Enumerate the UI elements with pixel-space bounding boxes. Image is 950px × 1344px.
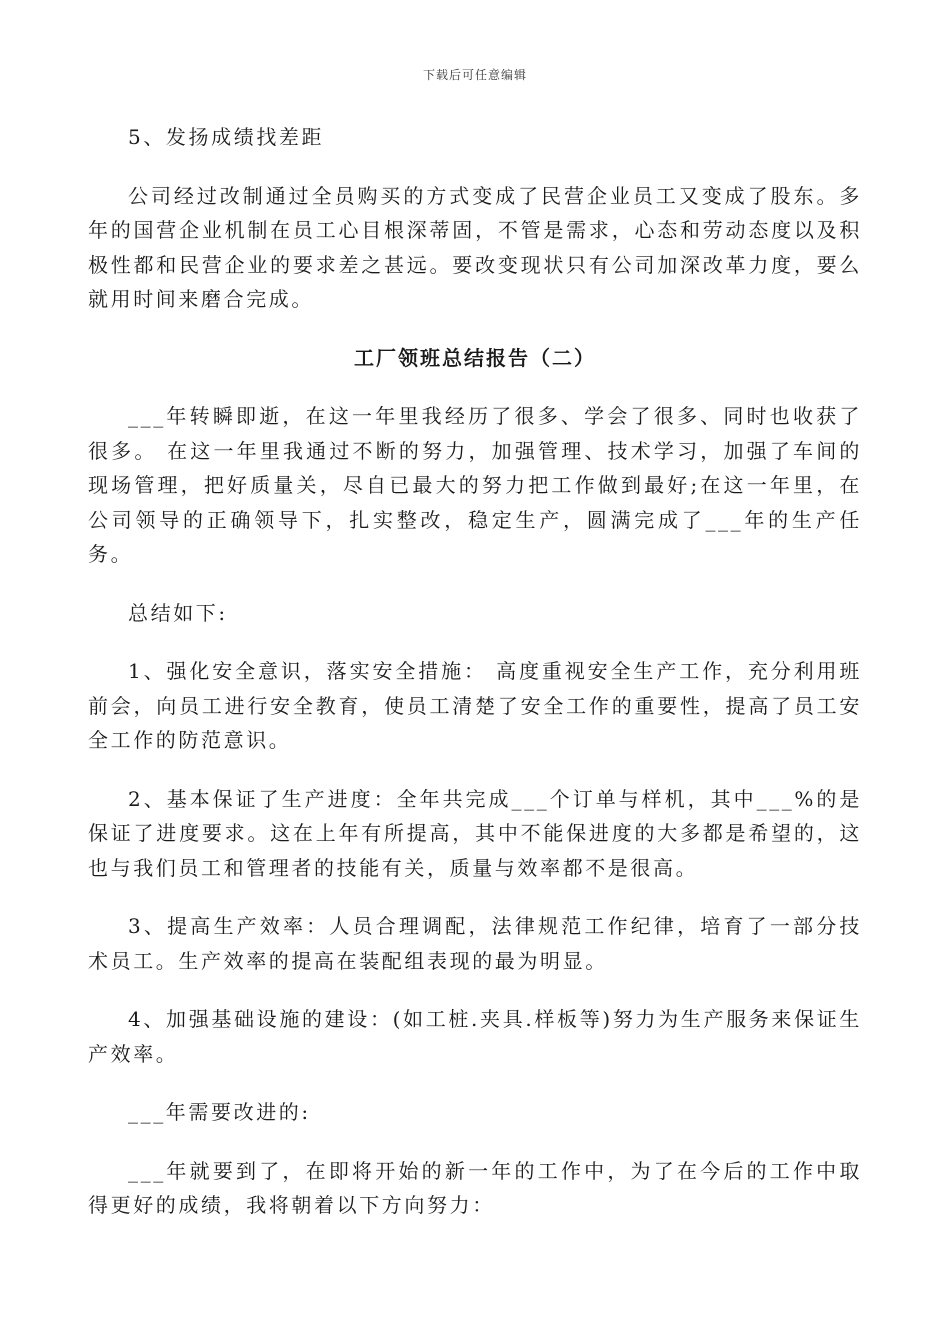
paragraph: 公司经过改制通过全员购买的方式变成了民营企业员工又变成了股东。多年的国营企业机制在员工心目根深蒂固，不管是需求，心态和劳动态度以及积极性都和民营企业的要求差之甚远。要改变现状只有公司加深改革力度，要么就用时间来磨合完成。: [88, 183, 862, 311]
paragraph: ___年转瞬即逝，在这一年里我经历了很多、学会了很多、同时也收获了很多。 在这一年里我通过不断的努力，加强管理、技术学习，加强了车间的现场管理，把好质量关，尽自已最大的努力把工作做到最好;在这一年里，在公司领导的正确领导下，扎实整改，稳定生产，圆满完成了___年的生产任务。: [88, 404, 862, 566]
paragraph: 1、强化安全意识，落实安全措施： 高度重视安全生产工作，充分利用班前会，向员工进行安全教育，使员工清楚了安全工作的重要性，提高了员工安全工作的防范意识。: [88, 659, 862, 752]
paragraph: 3、提高生产效率：人员合理调配，法律规范工作纪律，培育了一部分技术员工。生产效率的提高在装配组表现的最为明显。: [88, 914, 862, 973]
paragraph: 总结如下:: [128, 600, 228, 625]
paragraph: ___年就要到了，在即将开始的新一年的工作中，为了在今后的工作中取得更好的成绩，我将朝着以下方向努力：: [88, 1158, 862, 1217]
paragraph: 4、加强基础设施的建设：(如工桩.夹具.样板等)努力为生产服务来保证生产效率。: [88, 1007, 862, 1066]
section-title: 工厂领班总结报告（二）: [354, 345, 596, 370]
paragraph: ___年需要改进的:: [128, 1100, 311, 1124]
paragraph: 5、发扬成绩找差距: [128, 125, 325, 149]
page-header: 下载后可任意编辑: [422, 68, 527, 82]
document-body: [88, 120, 862, 1247]
paragraph: 2、基本保证了生产进度：全年共完成___个订单与样机，其中___%的是保证了进度要求。这在上年有所提高，其中不能保进度的大多都是希望的，这也与我们员工和管理者的技能有关，质量与效率都不是很高。: [88, 786, 862, 880]
